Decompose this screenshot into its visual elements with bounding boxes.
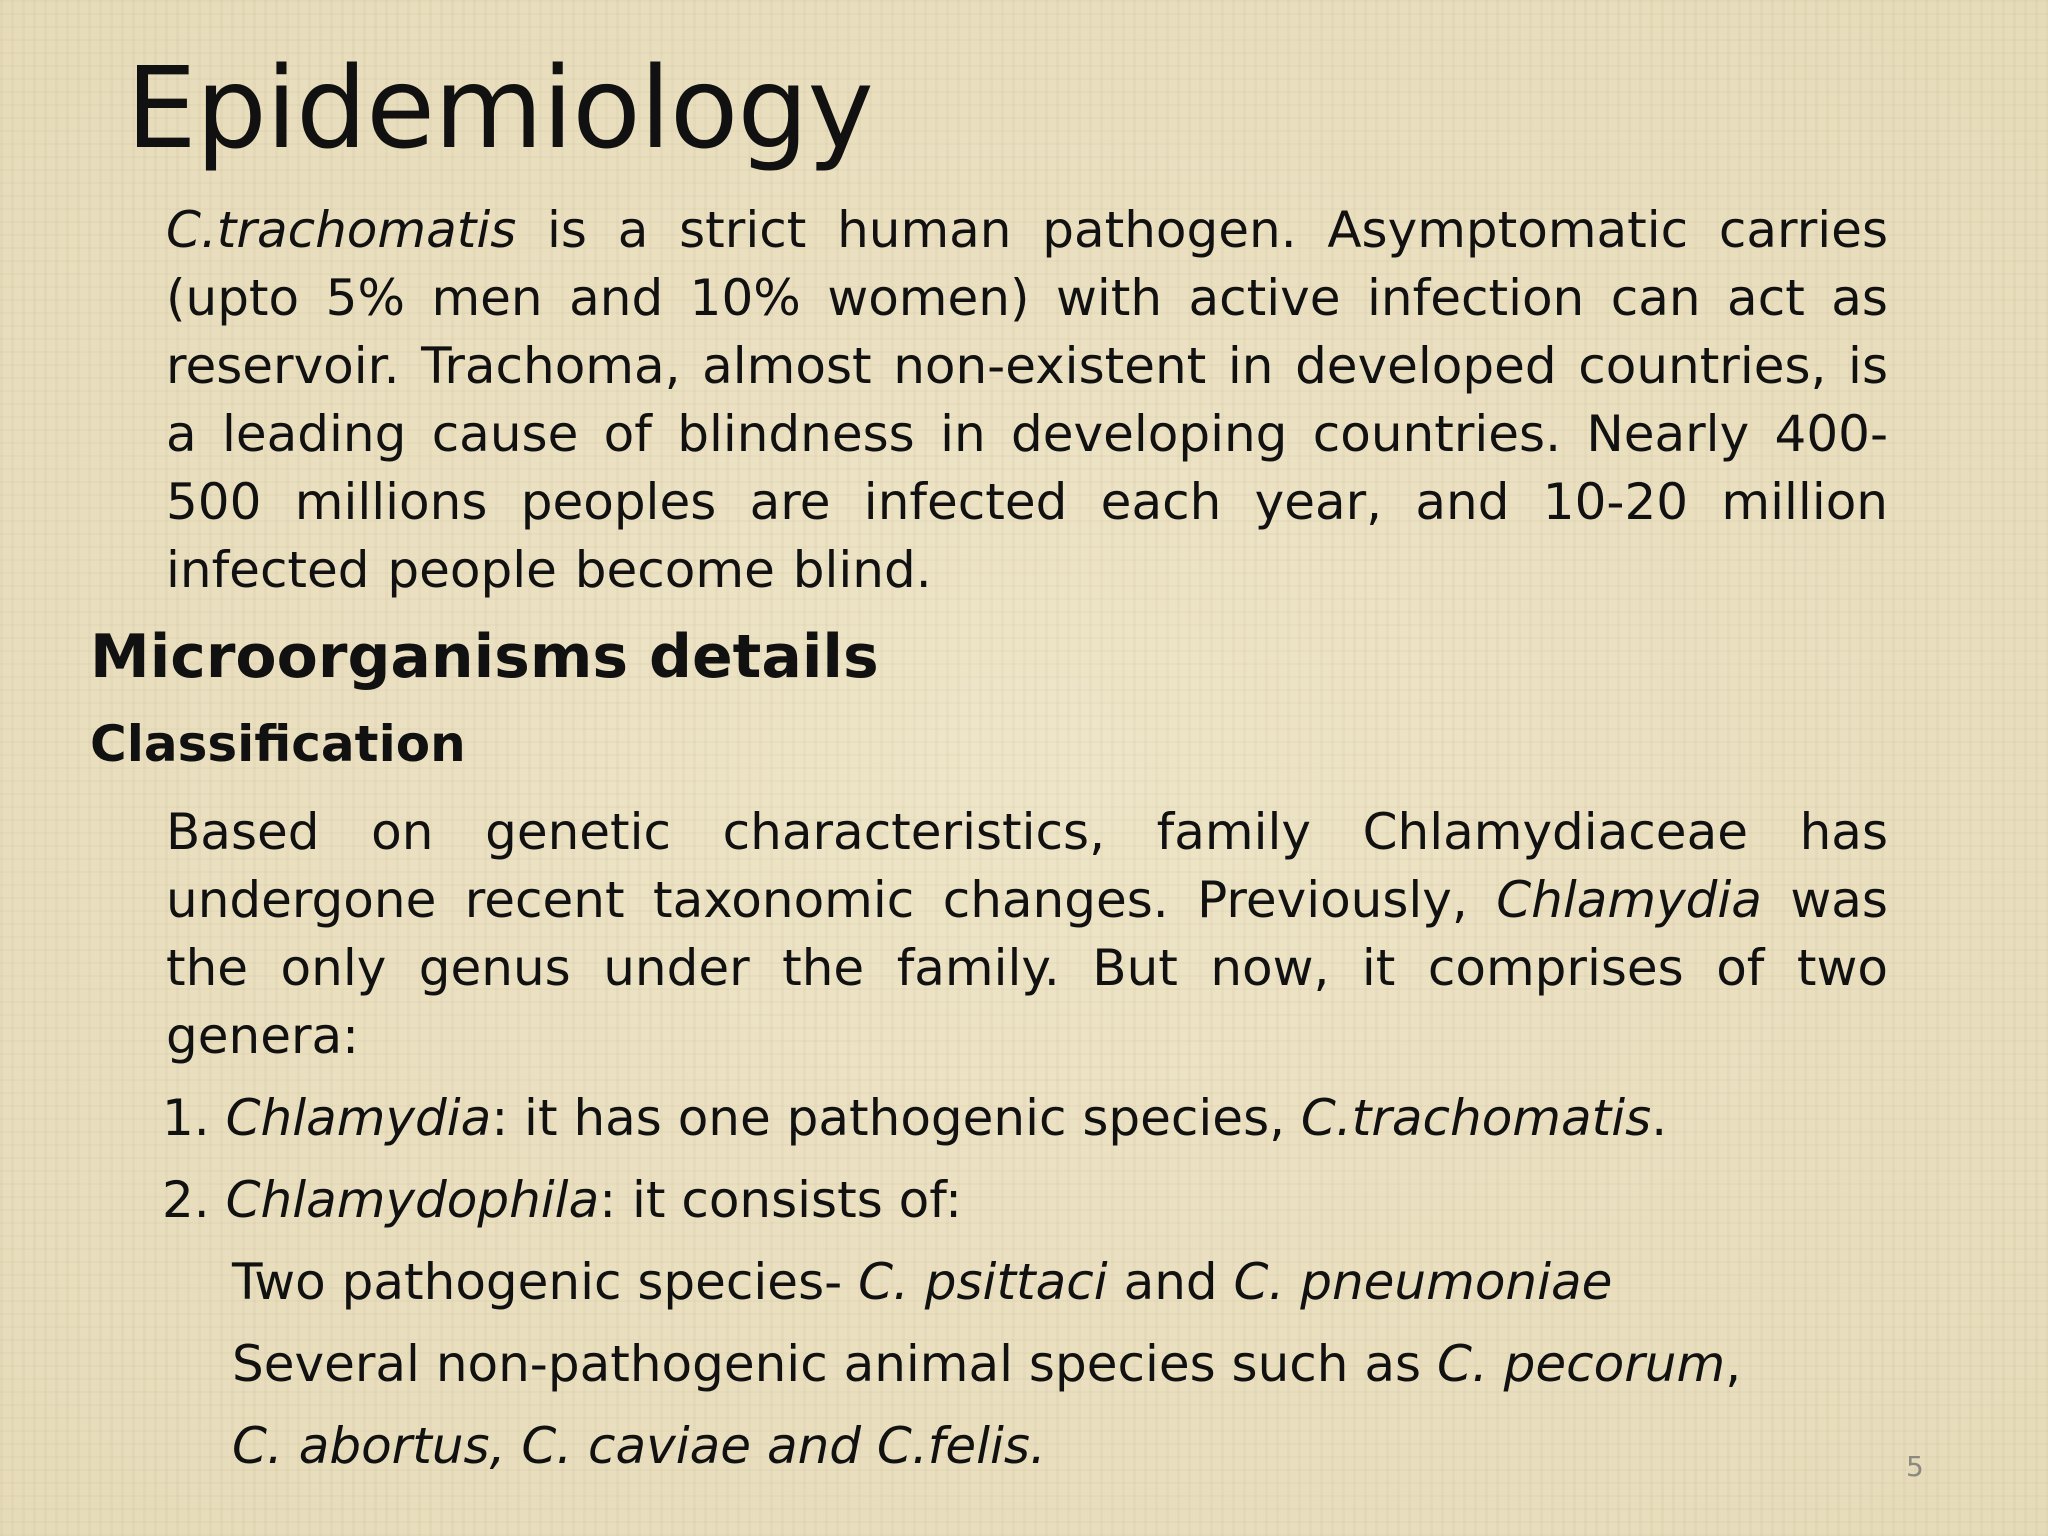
sub-list-item [232, 1412, 1046, 1480]
page-number: 5 [1906, 1450, 1924, 1483]
list-item-text: : it has one pathogenic species, [491, 1089, 1301, 1147]
list-item [162, 1084, 1667, 1152]
list-item-text: : it consists of: [599, 1171, 962, 1229]
list-item-end: . [1651, 1089, 1668, 1147]
list-item [162, 1166, 962, 1234]
classification-genus: Chlamydia [1496, 871, 1762, 929]
species-list: C. abortus, C. caviae and C.felis. [232, 1417, 1046, 1475]
species-pecorum: C. pecorum [1436, 1335, 1726, 1393]
epidemiology-paragraph [166, 196, 1888, 604]
page-title: Epidemiology [126, 44, 873, 174]
list-item-number: 2. [162, 1171, 226, 1229]
epidemiology-text: is a strict human pathogen. Asymptomatic carries (upto 5% men and 10% women) with active infection can act as reservoir. Trachoma, almost non-existent in developed countries, is a leading cause of blindness in developing countries. Nearly 400-500 millions peoples are infected each year, and 10-20 million infected people become blind. [166, 201, 1888, 599]
sub-item-text: Several non-pathogenic animal species such as [232, 1335, 1437, 1393]
organism-name: C.trachomatis [166, 201, 517, 259]
sub-list-item [232, 1330, 1741, 1398]
classification-heading: Classification [90, 715, 466, 773]
list-item-genus: Chlamydophila [225, 1171, 600, 1229]
classification-paragraph [166, 798, 1888, 1070]
list-item-species: C.trachomatis [1300, 1089, 1652, 1147]
sub-item-text: Two pathogenic species- [232, 1253, 859, 1311]
species-pneumoniae: C. pneumoniae [1233, 1253, 1613, 1311]
microorganisms-heading: Microorganisms details [90, 622, 879, 692]
sub-item-end: , [1725, 1335, 1742, 1393]
species-psittaci: C. psittaci [858, 1253, 1108, 1311]
list-item-number: 1. [162, 1089, 226, 1147]
classification-text-b: was the only genus under the family. But now, it comprises of two genera: [166, 871, 1888, 1065]
sub-item-and: and [1107, 1253, 1234, 1311]
list-item-genus: Chlamydia [225, 1089, 492, 1147]
sub-list-item [232, 1248, 1612, 1316]
classification-text-a: Based on genetic characteristics, family Chlamydiaceae has undergone recent taxonomic changes. Previously, [166, 803, 1888, 929]
